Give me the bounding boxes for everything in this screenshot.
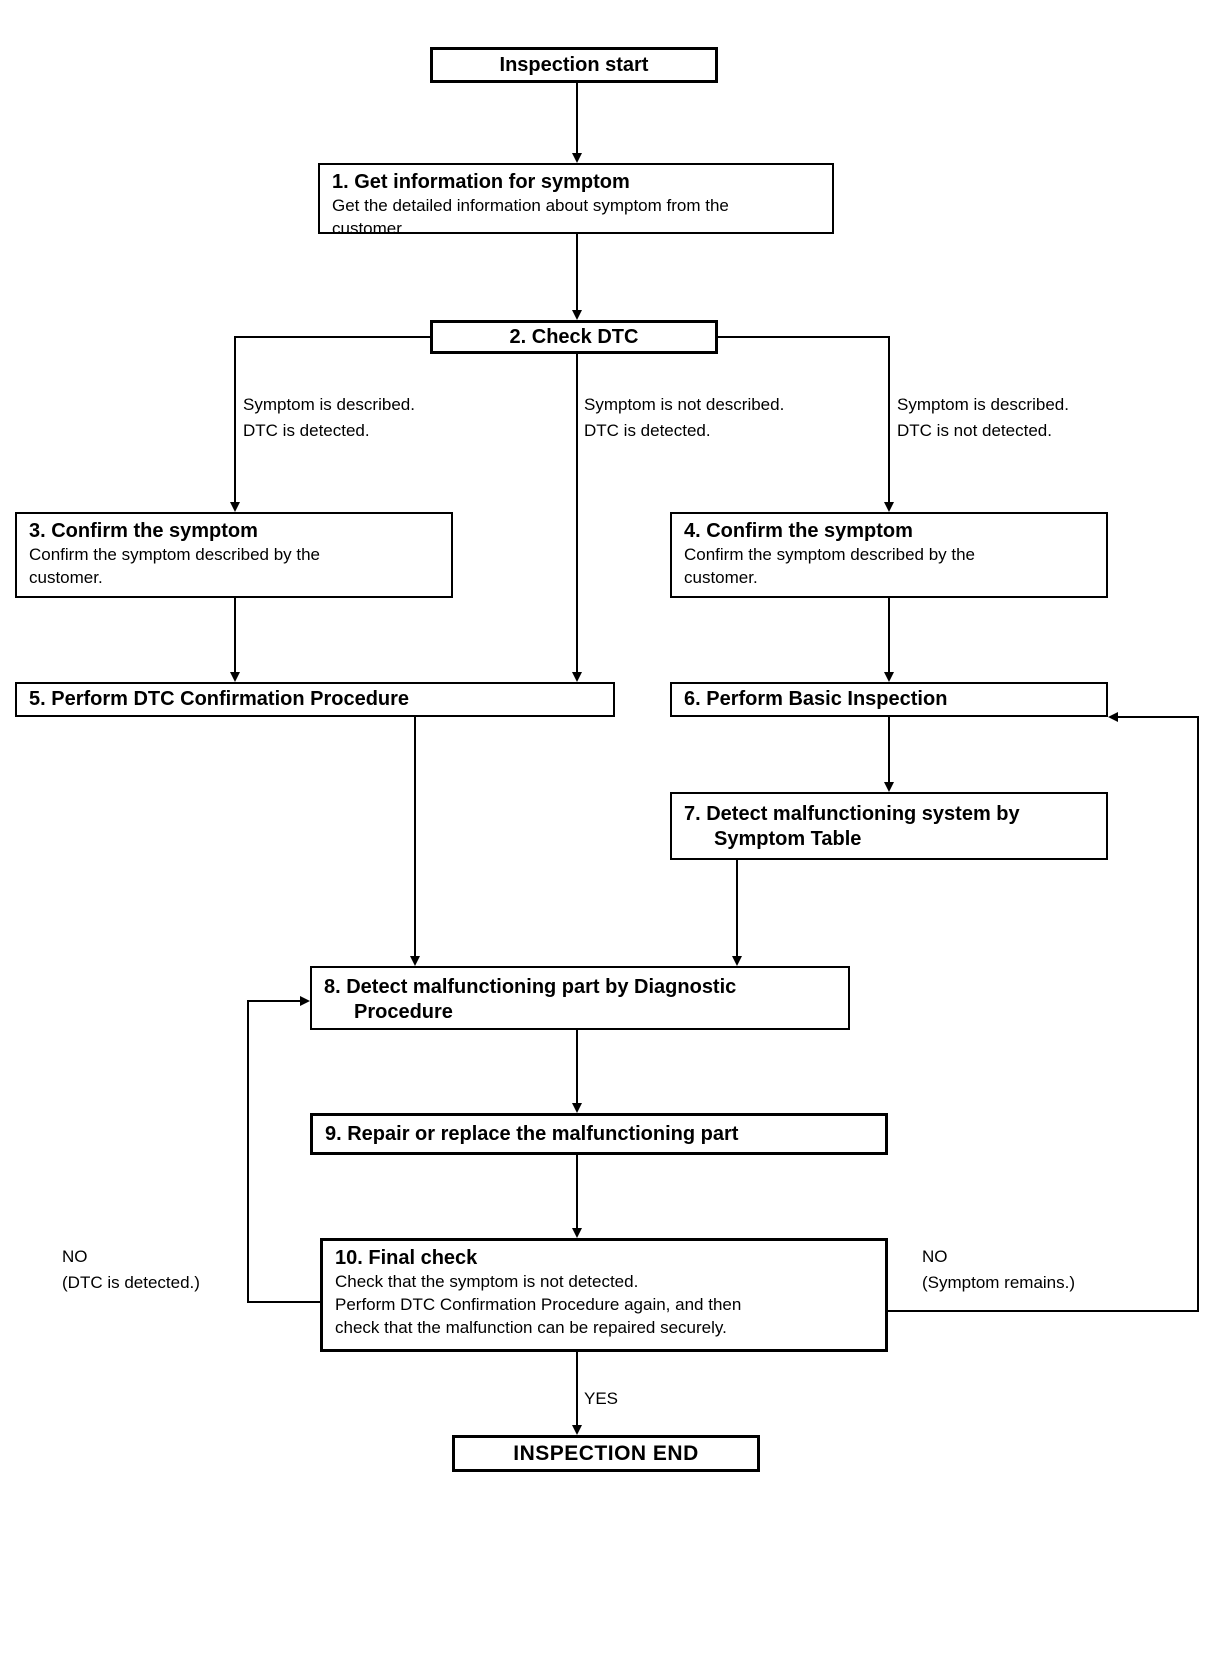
node-step-4 [670,512,1108,598]
arrow-down-icon [732,956,742,966]
edge-label-no-right-line2: (Symptom remains.) [922,1272,1076,1292]
node-step-1-body-line: Get the detailed information about symptom from the [332,196,729,215]
arrow-down-icon [572,1425,582,1435]
branch-label-middle [584,392,784,443]
arrow-down-icon [884,782,894,792]
edge-label-yes [584,1386,618,1412]
arrow-down-icon [572,310,582,320]
edge-label-no-left-line2: (DTC is detected.) [62,1272,200,1292]
node-step-5-label: 5. Perform DTC Confirmation Procedure [29,688,410,710]
node-step-9-label: 9. Repair or replace the malfunctioning part [325,1122,739,1145]
branch-label-left-line1: Symptom is described. [243,395,415,414]
node-step-10-body-line: Perform DTC Confirmation Procedure again, and then [335,1294,742,1314]
edge-line [888,598,890,672]
edge-line [414,717,416,956]
node-step-10-body-line: Check that the symptom is not detected. [335,1272,639,1291]
node-inspection-start-label: Inspection start [499,53,649,76]
node-inspection-end [452,1435,760,1472]
edge-line [888,336,890,502]
node-step-7-line1: 7. Detect malfunctioning system by [684,803,1020,825]
edge-line [736,860,738,956]
node-inspection-end-label: INSPECTION END [513,1441,699,1465]
arrow-right-icon [300,996,310,1006]
branch-label-middle-line2: DTC is detected. [584,420,711,440]
node-step-1-body-line: customer. [332,218,406,238]
arrow-down-icon [572,1103,582,1113]
node-step-2-label: 2. Check DTC [509,325,639,348]
edge-line [248,1301,320,1303]
node-step-8-line1: 8. Detect malfunctioning part by Diagnostic [324,976,737,998]
arrow-down-icon [230,502,240,512]
edge-line [888,717,890,782]
branch-label-right-line1: Symptom is described. [897,395,1069,414]
arrow-down-icon [884,672,894,682]
edge-label-no-left-line1: NO [62,1247,88,1266]
branch-label-left [243,392,415,443]
arrow-down-icon [572,1228,582,1238]
node-step-3-title: 3. Confirm the symptom [29,520,258,542]
edge-label-no-right [922,1244,1075,1295]
edge-line [576,354,578,672]
edge-label-no-left [62,1244,200,1295]
node-step-2 [430,320,718,354]
node-step-10-body-line: check that the malfunction can be repaired securely. [335,1317,727,1337]
edge-line [1118,716,1198,718]
node-step-3-body-line: Confirm the symptom described by the [29,545,321,564]
node-step-1 [318,163,834,238]
edge-line [576,83,578,155]
node-step-4-body-line: Confirm the symptom described by the [684,545,976,564]
edge-line [247,1000,249,1303]
node-step-10 [320,1238,888,1352]
node-step-1-title: 1. Get information for symptom [332,171,630,193]
node-step-4-body-line: customer. [684,567,758,587]
edge-line [576,1030,578,1103]
edge-line [576,1155,578,1228]
node-step-8-line2: Procedure [354,1001,453,1023]
node-step-5 [15,682,615,717]
edge-line [234,598,236,672]
edge-line [247,1000,301,1002]
node-step-6 [670,682,1108,717]
edge-line [576,1352,578,1425]
edge-line [235,336,430,338]
node-step-3-body-line: customer. [29,567,103,587]
edge-line [576,234,578,311]
edge-label-yes-text: YES [584,1389,619,1408]
node-step-4-title: 4. Confirm the symptom [684,520,913,542]
node-step-8 [310,966,850,1030]
node-step-7 [670,792,1108,860]
branch-label-right [897,392,1069,443]
arrow-down-icon [572,153,582,163]
node-step-6-label: 6. Perform Basic Inspection [684,688,948,710]
arrow-down-icon [572,672,582,682]
edge-line [888,1310,1199,1312]
edge-line [1197,716,1199,1312]
arrow-down-icon [230,672,240,682]
edge-line [234,336,236,502]
arrow-down-icon [410,956,420,966]
branch-label-middle-line1: Symptom is not described. [584,395,785,414]
edge-label-no-right-line1: NO [922,1247,948,1266]
edge-line [718,336,890,338]
branch-label-left-line2: DTC is detected. [243,420,370,440]
arrow-left-icon [1108,712,1118,722]
node-step-7-line2: Symptom Table [714,828,862,850]
node-step-10-title: 10. Final check [335,1247,478,1269]
node-step-3 [15,512,453,598]
node-inspection-start [430,47,718,83]
node-step-9 [310,1113,888,1155]
branch-label-right-line2: DTC is not detected. [897,420,1052,440]
arrow-down-icon [884,502,894,512]
